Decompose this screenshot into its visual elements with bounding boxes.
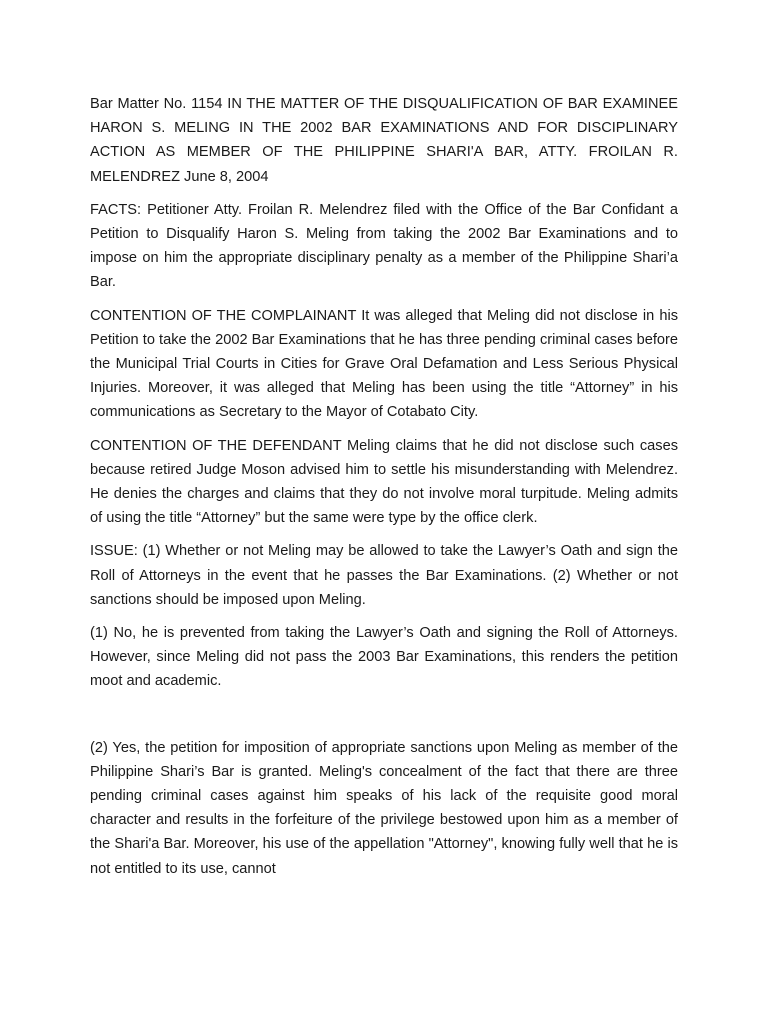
ruling-2-paragraph: (2) Yes, the petition for imposition of appropriate sanctions upon Meling as member of the Philippine Shari’s Bar is granted. Meling's concealment of the fact that there are three pending criminal cases against him speaks of his lack of the requisite good moral character and results in the forfeiture of the privilege bestowed upon him as a member of the Shari'a Bar. Moreover, his use of the appellation "Attorney", knowing fully well that he is not entitled to its use, cannot <box>90 739 678 877</box>
facts-paragraph: FACTS: Petitioner Atty. Froilan R. Melendrez filed with the Office of the Bar Confidant a Petition to Disqualify Haron S. Meling from taking the 2002 Bar Examinations and to impose on him the appropriate disciplinary penalty as a member of the Philippine Shari’a Bar. <box>90 201 678 291</box>
ruling-1-paragraph: (1) No, he is prevented from taking the Lawyer’s Oath and signing the Roll of Attorneys. However, since Meling did not pass the 2003 Bar Examinations, this renders the petition moot and academic. <box>90 625 678 690</box>
contention-complainant-paragraph: CONTENTION OF THE COMPLAINANT It was alleged that Meling did not disclose in his Petition to take the 2002 Bar Examinations that he has three pending criminal cases before the Municipal Trial Courts in Cities for Grave Oral Defamation and Less Serious Physical Injuries. Moreover, it was alleged that Meling has been using the title “Attorney” in his communications as Secretary to the Mayor of Cotabato City. <box>90 307 678 421</box>
document-body <box>90 92 678 890</box>
case-title-paragraph: Bar Matter No. 1154 IN THE MATTER OF THE DISQUALIFICATION OF BAR EXAMINEE HARON S. MELING IN THE 2002 BAR EXAMINATIONS AND FOR DISCIPLINARY ACTION AS MEMBER OF THE PHILIPPINE SHARI'A BAR, ATTY. FROILAN R. MELENDREZ June 8, 2004 <box>90 96 678 185</box>
blank-line-spacer <box>90 703 678 736</box>
contention-defendant-paragraph: CONTENTION OF THE DEFENDANT Meling claims that he did not disclose such cases because retired Judge Moson advised him to settle his misunderstanding with Melendrez. He denies the charges and claims that they do not involve moral turpitude. Meling admits of using the title “Attorney” but the same were type by the office clerk. <box>90 437 678 527</box>
issue-paragraph: ISSUE: (1) Whether or not Meling may be allowed to take the Lawyer’s Oath and sign the Roll of Attorneys in the event that he passes the Bar Examinations. (2) Whether or not sanctions should be imposed upon Meling. <box>90 543 678 608</box>
